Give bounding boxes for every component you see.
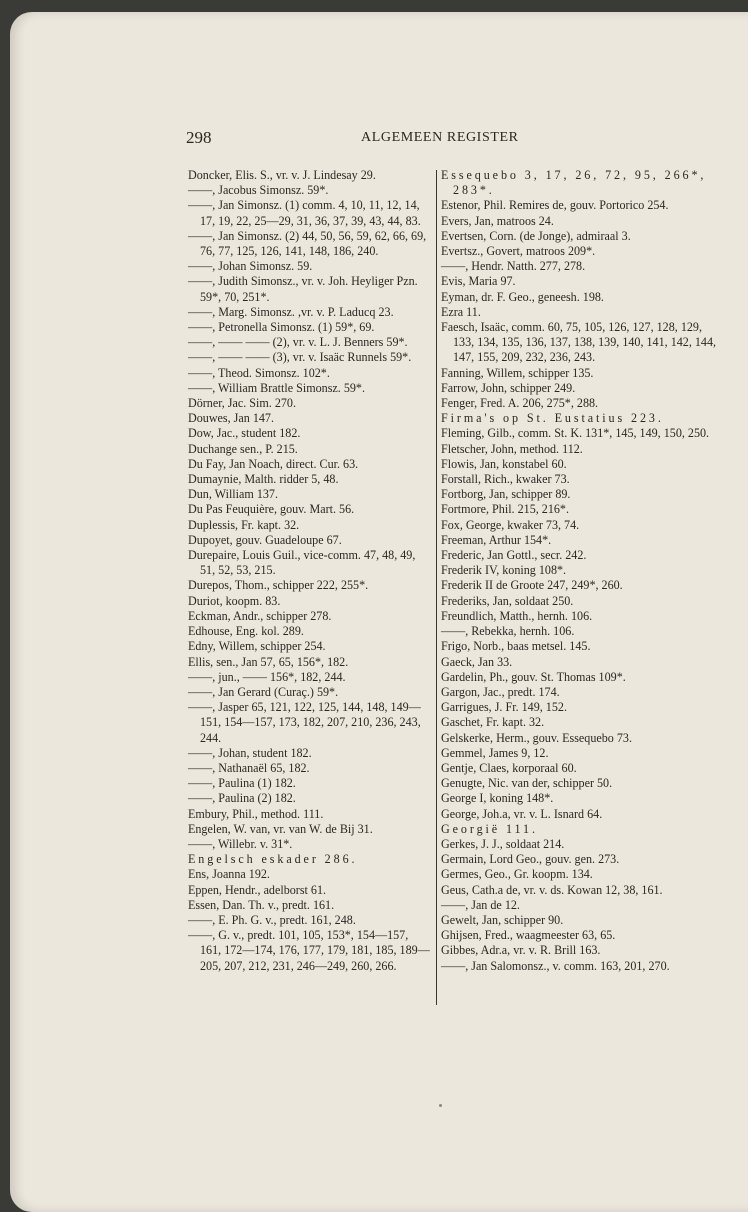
index-entry: Du Pas Feuquière, gouv. Mart. 56. [188, 502, 355, 517]
index-entry: Faesch, Isaäc, comm. 60, 75, 105, 126, 127, 128, 129, 133, 134, 135, 136, 137, 138, 139, 140, 141, 142, 144, 147, 155, 209, 232, 236, 243. [441, 320, 717, 365]
index-entry: Douwes, Jan 147. [188, 411, 274, 426]
index-entry: ——, G. v., predt. 101, 105, 153*, 154—157, 161, 172—174, 176, 177, 179, 181, 185, 189—205, 207, 212, 231, 246—249, 260, 266. [188, 928, 430, 973]
index-entry: Freeman, Arthur 154*. [441, 532, 552, 547]
index-entry: ——, Paulina (2) 182. [188, 791, 296, 806]
index-entry: Firma's op St. Eustatius 223. [441, 411, 664, 426]
index-entry: Eyman, dr. F. Geo., geneesh. 198. [441, 289, 604, 304]
index-entry: Ellis, sen., Jan 57, 65, 156*, 182. [188, 654, 349, 669]
index-entry: Edny, Willem, schipper 254. [188, 639, 326, 654]
index-entry: ——, Judith Simonsz., vr. v. Joh. Heyliger Pzn. 59*, 70, 251*. [188, 274, 418, 304]
index-entry: Flowis, Jan, konstabel 60. [441, 456, 567, 471]
index-entry: Evertsen, Corn. (de Jonge), admiraal 3. [441, 228, 631, 243]
index-entry: Fox, George, kwaker 73, 74. [441, 517, 580, 532]
index-entry: ——, —— —— (2), vr. v. L. J. Benners 59*. [188, 335, 408, 350]
index-entry: Dörner, Jac. Sim. 270. [188, 396, 297, 411]
index-entry: Freundlich, Matth., hernh. 106. [441, 608, 593, 623]
index-entry: Germain, Lord Geo., gouv. gen. 273. [441, 852, 620, 867]
index-entry: Engelsch eskader 286. [188, 852, 358, 867]
index-entry: ——, Marg. Simonsz. ,vr. v. P. Laducq 23. [188, 304, 394, 319]
index-entry: Dumaynie, Malth. ridder 5, 48. [188, 472, 339, 487]
index-entry: George I, koning 148*. [441, 791, 554, 806]
index-entry: Evers, Jan, matroos 24. [441, 213, 554, 228]
index-entry: Eckman, Andr., schipper 278. [188, 608, 332, 623]
index-entry: Doncker, Elis. S., vr. v. J. Lindesay 29. [188, 168, 376, 182]
index-entry: ——, Nathanaël 65, 182. [188, 760, 310, 775]
index-entry: Gelskerke, Herm., gouv. Essequebo 73. [441, 730, 632, 745]
index-entry: ——, William Brattle Simonsz. 59*. [188, 380, 365, 395]
index-entry: Edhouse, Eng. kol. 289. [188, 624, 304, 639]
index-entry: Gemmel, James 9, 12. [441, 745, 549, 760]
index-entry: ——, Jan Simonsz. (1) comm. 4, 10, 11, 12, 14, 17, 19, 22, 25—29, 31, 36, 37, 39, 43, 44, 83. [188, 198, 421, 228]
index-entry: ——, jun., —— 156*, 182, 244. [188, 669, 346, 684]
index-entry: Gentje, Claes, korporaal 60. [441, 760, 577, 775]
index-entry: George, Joh.a, vr. v. L. Isnard 64. [441, 806, 603, 821]
index-entry: ——, —— —— (3), vr. v. Isaäc Runnels 59*. [188, 350, 412, 365]
running-header: ALGEMEEN REGISTER [361, 130, 519, 145]
index-entry: Frederik II de Groote 247, 249*, 260. [441, 578, 623, 593]
index-entry: ——, Hendr. Natth. 277, 278. [441, 259, 586, 274]
index-entry: Frigo, Norb., baas metsel. 145. [441, 639, 591, 654]
index-entry: Duriot, koopm. 83. [188, 593, 281, 608]
index-entry: Fortmore, Phil. 215, 216*. [441, 502, 569, 517]
index-entry: ——, Jasper 65, 121, 122, 125, 144, 148, 149—151, 154—157, 173, 182, 207, 210, 236, 243, 244. [188, 700, 421, 745]
index-entry: Garrigues, J. Fr. 149, 152. [441, 700, 567, 715]
index-entry: Ens, Joanna 192. [188, 867, 270, 882]
index-entry: Eppen, Hendr., adelborst 61. [188, 882, 327, 897]
index-entry: Gerkes, J. J., soldaat 214. [441, 836, 565, 851]
index-entry: ——, Johan Simonsz. 59. [188, 259, 313, 274]
index-entry: ——, Willebr. v. 31*. [188, 836, 293, 851]
index-entry: Fanning, Willem, schipper 135. [441, 365, 594, 380]
paper-speck [439, 1104, 442, 1107]
index-entry: Duchange sen., P. 215. [188, 441, 298, 456]
index-entry: ——, Paulina (1) 182. [188, 776, 296, 791]
index-entry: ——, Theod. Simonsz. 102*. [188, 365, 330, 380]
index-entry: Durepaire, Louis Guil., vice-comm. 47, 48, 49, 51, 52, 53, 215. [188, 548, 416, 578]
index-entry: Fenger, Fred. A. 206, 275*, 288. [441, 396, 599, 411]
index-entry: Ezra 11. [441, 304, 481, 319]
index-column-left [188, 168, 432, 974]
index-entry: ——, Jacobus Simonsz. 59*. [188, 183, 329, 198]
index-entry: Dun, William 137. [188, 487, 278, 502]
page-header [186, 128, 726, 152]
index-entry: Engelen, W. van, vr. van W. de Bij 31. [188, 821, 373, 836]
index-entry: Durepos, Thom., schipper 222, 255*. [188, 578, 369, 593]
index-entry: Gibbes, Adr.a, vr. v. R. Brill 163. [441, 943, 601, 958]
index-entry: Frederiks, Jan, soldaat 250. [441, 593, 574, 608]
index-entry: Fletscher, John, method. 112. [441, 441, 583, 456]
column-divider [436, 170, 437, 1005]
page-number: 298 [186, 128, 212, 147]
index-entry: ——, Jan Simonsz. (2) 44, 50, 56, 59, 62, 66, 69, 76, 77, 125, 126, 141, 148, 186, 240. [188, 228, 427, 259]
index-entry: ——, Jan de 12. [441, 897, 520, 912]
index-entry: Ghijsen, Fred., waagmeester 63, 65. [441, 928, 616, 943]
index-entry: Geus, Cath.a de, vr. v. ds. Kowan 12, 38, 161. [441, 882, 663, 897]
index-entry: Evertsz., Govert, matroos 209*. [441, 244, 596, 259]
index-entry: Duplessis, Fr. kapt. 32. [188, 517, 300, 532]
index-entry: ——, Johan, student 182. [188, 745, 312, 760]
index-column-right [441, 168, 719, 974]
index-entry: ——, Petronella Simonsz. (1) 59*, 69. [188, 320, 375, 335]
index-entry: Germes, Geo., Gr. koopm. 134. [441, 867, 593, 882]
index-entry: Frederik IV, koning 108*. [441, 563, 567, 578]
index-entry: ——, E. Ph. G. v., predt. 161, 248. [188, 912, 356, 927]
index-entry: Georgië 111. [441, 821, 538, 836]
index-entry: Gardelin, Ph., gouv. St. Thomas 109*. [441, 669, 626, 684]
index-entry: ——, Jan Gerard (Curaç.) 59*. [188, 684, 339, 699]
index-entry: Gargon, Jac., predt. 174. [441, 684, 560, 699]
index-entry: Estenor, Phil. Remires de, gouv. Portorico 254. [441, 198, 669, 213]
index-entry: Embury, Phil., method. 111. [188, 806, 324, 821]
index-entry: Fleming, Gilb., comm. St. K. 131*, 145, 149, 150, 250. [441, 426, 710, 441]
index-entry: Evis, Maria 97. [441, 274, 516, 289]
index-entry: Gewelt, Jan, schipper 90. [441, 912, 564, 927]
index-entry: Essen, Dan. Th. v., predt. 161. [188, 897, 335, 912]
index-entry: Du Fay, Jan Noach, direct. Cur. 63. [188, 456, 359, 471]
index-entry: Fortborg, Jan, schipper 89. [441, 487, 571, 502]
index-entry: Genugte, Nic. van der, schipper 50. [441, 776, 613, 791]
index-entry: Frederic, Jan Gottl., secr. 242. [441, 548, 587, 563]
index-entry: Essequebo 3, 17, 26, 72, 95, 266*, 283*. [441, 168, 707, 198]
index-entry: Dow, Jac., student 182. [188, 426, 301, 441]
index-entry: Dupoyet, gouv. Guadeloupe 67. [188, 532, 342, 547]
index-entry: Gaschet, Fr. kapt. 32. [441, 715, 545, 730]
index-entry: Forstall, Rich., kwaker 73. [441, 472, 570, 487]
index-entry: ——, Rebekka, hernh. 106. [441, 624, 575, 639]
index-entry: Gaeck, Jan 33. [441, 654, 513, 669]
index-entry: Farrow, John, schipper 249. [441, 380, 576, 395]
index-entry: ——, Jan Salomonsz., v. comm. 163, 201, 270. [441, 958, 670, 973]
